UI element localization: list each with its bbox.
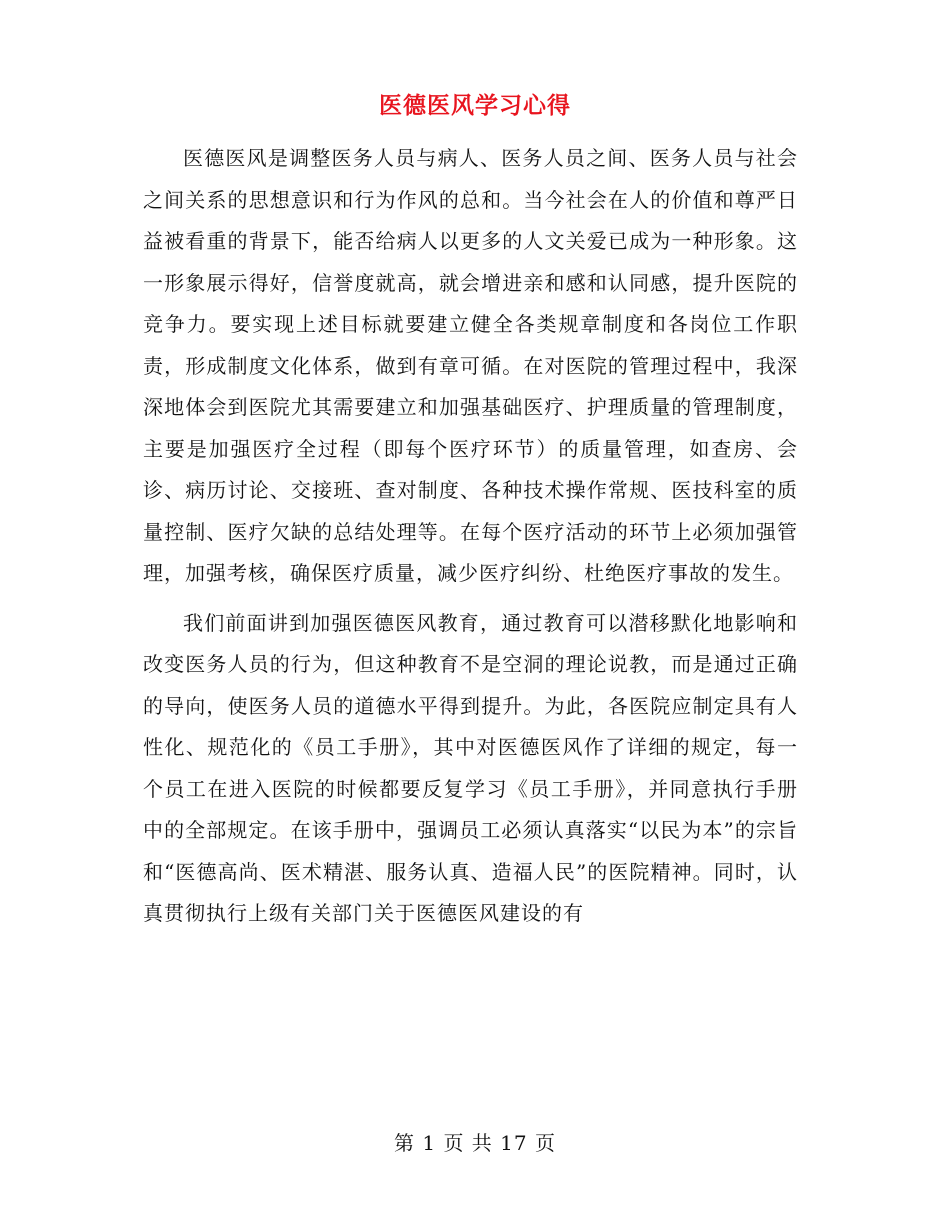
paragraph: 医德医风是调整医务人员与病人、医务人员之间、医务人员与社会之间关系的思想意识和行为作风的总和。当今社会在人的价值和尊严日益被看重的背景下，能否给病人以更多的人文关爱已成为一种形象。这一形象展示得好，信誉度就高，就会增进亲和感和认同感，提升医院的竞争力。要实现上述目标就要建立健全各类规章制度和各岗位工作职责，形成制度文化体系，做到有章可循。在对医院的管理过程中，我深深地体会到医院尤其需要建立和加强基础医疗、护理质量的管理制度，主要是加强医疗全过程（即每个医疗环节）的质量管理，如查房、会诊、病历讨论、交接班、查对制度、各种技术操作常规、医技科室的质量控制、医疗欠缺的总结处理等。在每个医疗活动的环节上必须加强管理，加强考核，确保医疗质量，减少医疗纠纷、杜绝医疗事故的发生。 <box>143 146 798 585</box>
page-footer: 第 1 页 共 17 页 <box>394 1131 556 1155</box>
document-body <box>143 138 798 943</box>
paragraph: 我们前面讲到加强医德医风教育，通过教育可以潜移默化地影响和改变医务人员的行为，但这种教育不是空洞的理论说教，而是通过正确的导向，使医务人员的道德水平得到提升。为此，各医院应制定具有人性化、规范化的《员工手册》，其中对医德医风作了详细的规定，每一个员工在进入医院的时候都要反复学习《员工手册》，并同意执行手册中的全部规定。在该手册中，强调员工必须认真落实“以民为本”的宗旨和“医德高尚、医术精湛、服务认真、造福人民”的医院精神。同时，认真贯彻执行上级有关部门关于医德医风建设的有 <box>143 610 798 925</box>
document-title: 医德医风学习心得 <box>379 92 571 119</box>
